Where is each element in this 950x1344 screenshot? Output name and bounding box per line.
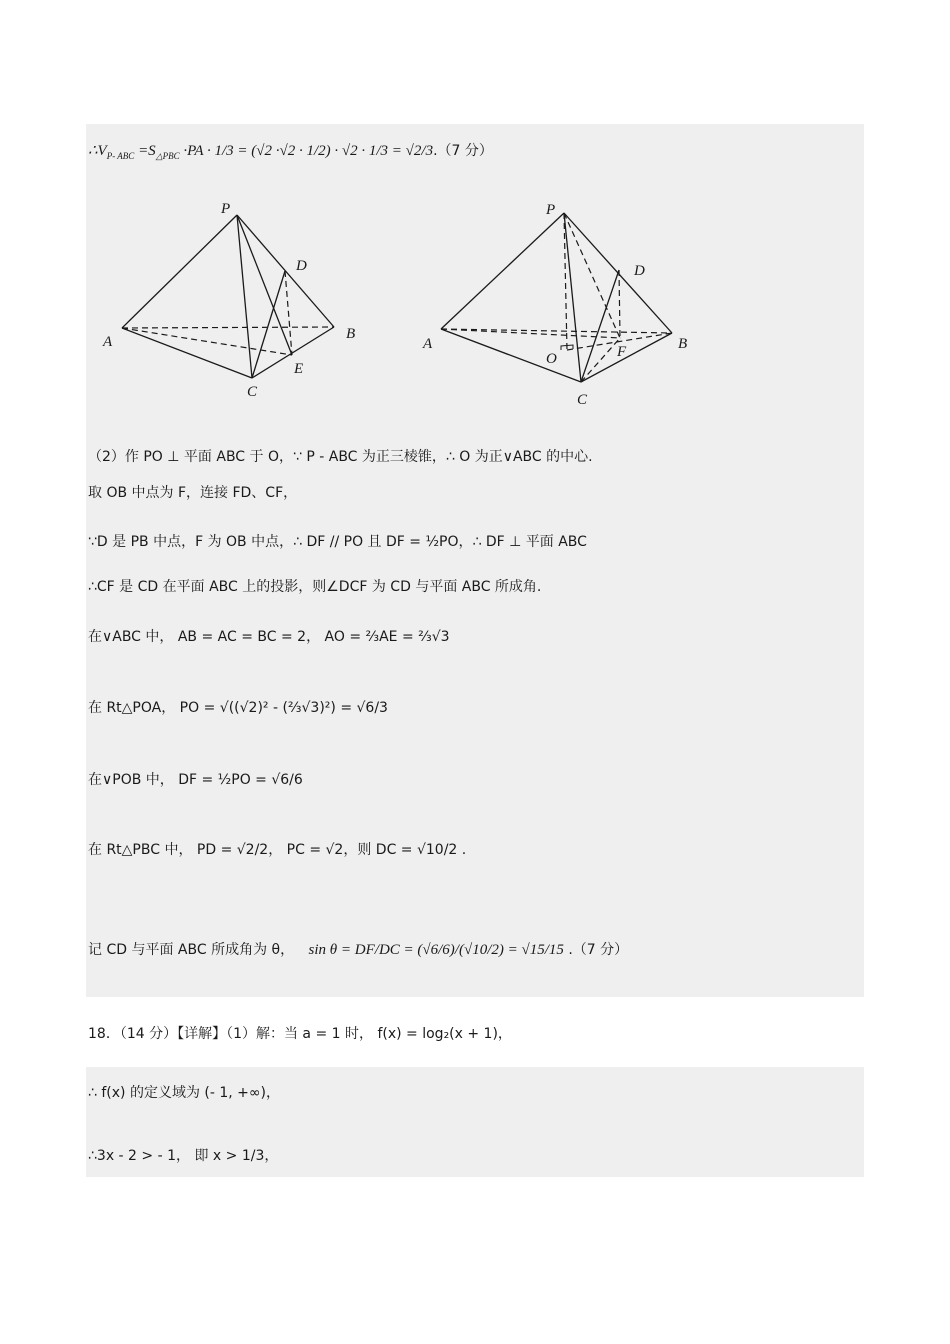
- angle-note: 记 CD 与平面 ABC 所成角为 θ，: [88, 942, 295, 958]
- vol-score: .（7 分）: [433, 143, 493, 159]
- part2-line-6: 在 Rt△POA， PO = √((√2)² - (⅔√3)²) = √6/3: [88, 700, 388, 716]
- label-A-right: A: [423, 336, 433, 352]
- vol-eq1: =S: [134, 143, 156, 159]
- label-O-right: O: [546, 351, 557, 367]
- vol-prefix: ∴V: [88, 143, 107, 159]
- label-P-left: P: [221, 201, 231, 217]
- part2-line-2: 取 OB 中点为 F，连接 FD、CF，: [88, 485, 298, 501]
- part2-line-3: ∵D 是 PB 中点，F 为 OB 中点，∴ DF // PO 且 DF = ½PO，∴ DF ⊥ 平面 ABC: [88, 534, 587, 550]
- label-C-left: C: [247, 384, 258, 400]
- label-A-left: A: [103, 334, 113, 350]
- part2-line-4: ∴CF 是 CD 在平面 ABC 上的投影，则∠DCF 为 CD 与平面 ABC 所成角.: [88, 579, 542, 595]
- vol-sub1: P- ABC: [106, 151, 135, 161]
- q18-line-1: 18．（14 分）【详解】（1）解：当 a = 1 时， f(x) = log₂(x + 1)，: [88, 1026, 512, 1042]
- label-C-right: C: [577, 392, 588, 408]
- pyramid-figure-left: [0, 0, 950, 420]
- label-D-left: D: [296, 258, 307, 274]
- part2-line-8: 在 Rt△PBC 中， PD = √2/2， PC = √2，则 DC = √10/2 .: [88, 842, 467, 858]
- label-B-left: B: [346, 326, 356, 342]
- sin-theta-formula: sin θ = DF/DC = (√6/6)/(√10/2) = √15/15: [308, 942, 564, 958]
- label-F-right: F: [617, 344, 627, 360]
- vol-sub2: △PBC: [155, 151, 180, 161]
- part2-line-5: 在∨ABC 中， AB = AC = BC = 2， AO = ⅔AE = ⅔√3: [88, 629, 450, 645]
- q18-line-2: ∴ f(x) 的定义域为 (- 1, +∞)，: [88, 1085, 281, 1101]
- vol-body: ·PA · 1/3 = (√2 ·√2 · 1/2) · √2 · 1/3 = √2/3: [179, 143, 434, 159]
- part2-line-7: 在∨POB 中， DF = ½PO = √6/6: [88, 772, 303, 788]
- part2-score: .（7 分）: [568, 942, 629, 958]
- label-D-right: D: [634, 263, 645, 279]
- label-E-left: E: [294, 361, 304, 377]
- label-P-right: P: [546, 202, 556, 218]
- part2-line-1: （2）作 PO ⊥ 平面 ABC 于 O，∵ P - ABC 为正三棱锥，∴ O 为正∨ABC 的中心.: [88, 449, 593, 465]
- label-B-right: B: [678, 336, 688, 352]
- part2-line-9: [88, 940, 628, 960]
- q18-line-3: ∴3x - 2 > - 1， 即 x > 1/3，: [88, 1148, 279, 1164]
